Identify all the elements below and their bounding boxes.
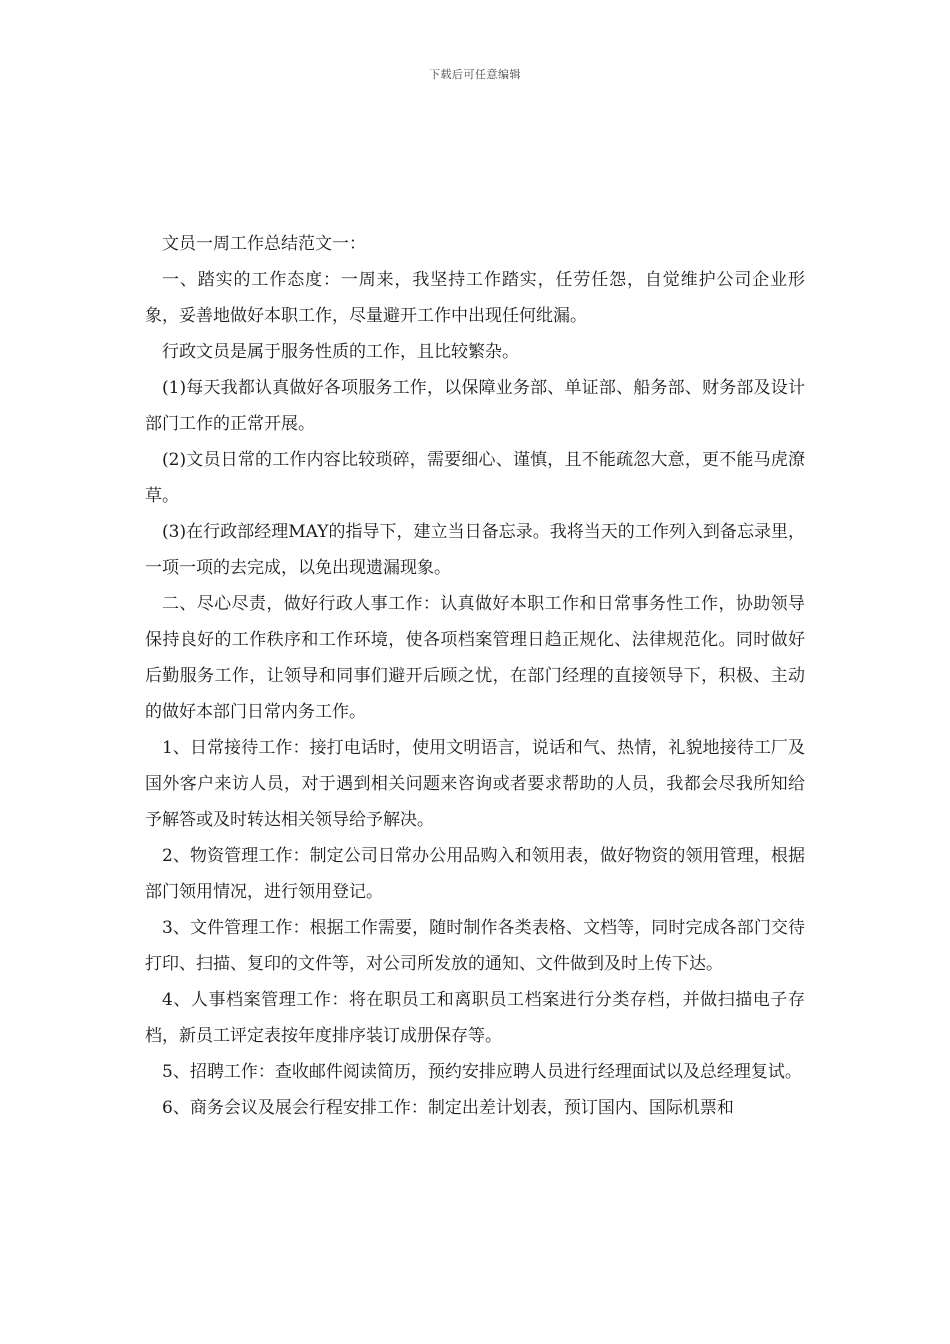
paragraph: 3、文件管理工作：根据工作需要，随时制作各类表格、文档等，同时完成各部门交待打印、扫描、复印的文件等，对公司所发放的通知、文件做到及时上传下达。	[145, 918, 805, 974]
document-title: 文员一周工作总结范文一：	[162, 234, 366, 254]
paragraph: 一、踏实的工作态度：一周来，我坚持工作踏实，任劳任怨，自觉维护公司企业形象，妥善地做好本职工作，尽量避开工作中出现任何纰漏。	[145, 270, 805, 326]
paragraph: 6、商务会议及展会行程安排工作：制定出差计划表，预订国内、国际机票和	[162, 1098, 734, 1118]
page-header: 下载后可任意编辑	[429, 68, 521, 81]
paragraph: 二、尽心尽责，做好行政人事工作：认真做好本职工作和日常事务性工作，协助领导保持良好的工作秩序和工作环境，使各项档案管理日趋正规化、法律规范化。同时做好后勤服务工作，让领导和同事们避开后顾之忧，在部门经理的直接领导下，积极、主动的做好本部门日常内务工作。	[145, 594, 805, 722]
paragraph: (2)文员日常的工作内容比较琐碎，需要细心、谨慎，且不能疏忽大意，更不能马虎潦草。	[145, 450, 805, 506]
paragraph: 2、物资管理工作：制定公司日常办公用品购入和领用表，做好物资的领用管理，根据部门领用情况，进行领用登记。	[145, 846, 805, 902]
document-body	[145, 226, 805, 1126]
paragraph: 行政文员是属于服务性质的工作，且比较繁杂。	[162, 342, 519, 362]
paragraph: (3)在行政部经理MAY的指导下，建立当日备忘录。我将当天的工作列入到备忘录里，一项一项的去完成，以免出现遗漏现象。	[145, 522, 805, 578]
paragraph: (1)每天我都认真做好各项服务工作，以保障业务部、单证部、船务部、财务部及设计部门工作的正常开展。	[145, 378, 805, 434]
paragraph: 4、人事档案管理工作：将在职员工和离职员工档案进行分类存档，并做扫描电子存档，新员工评定表按年度排序装订成册保存等。	[145, 990, 805, 1046]
paragraph: 5、招聘工作：查收邮件阅读简历，预约安排应聘人员进行经理面试以及总经理复试。	[162, 1062, 802, 1082]
paragraph: 1、日常接待工作：接打电话时，使用文明语言，说话和气、热情，礼貌地接待工厂及国外客户来访人员，对于遇到相关问题来咨询或者要求帮助的人员，我都会尽我所知给予解答或及时转达相关领导给予解决。	[145, 738, 805, 830]
